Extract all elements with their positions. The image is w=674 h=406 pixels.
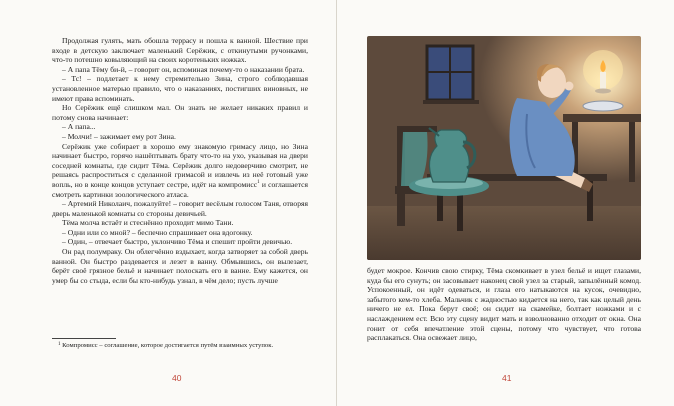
footnote xyxy=(52,342,308,351)
basin xyxy=(583,101,623,111)
paragraph: Но Серёжик ещё слишком мал. Он знать не желает никаких правил и потому снова начинает: xyxy=(52,103,308,122)
paragraph: Он рад полумраку. Он облегчённо вздыхает, когда затворяет за собой дверь ванной. Он быстро раздевается и лезет в ванну. Обмывшись, он вылезает, берёт своё грязное бельё и начинает полоскать его в ванне. Ему кажется, он умер бы со стыда, если бы кто-нибудь узнал, в чём дело; пусть лучше xyxy=(52,247,308,285)
right-page-text xyxy=(367,266,641,343)
footnote-mark: 1 xyxy=(58,342,61,347)
paragraph: Продолжая гулять, мать обошла террасу и пошла к ванной. Шествие при входе в детскую заключает маленький Серёжик, с откинутыми ручонками, что-то потешно ковыляющий на своих коротеньких ножках. xyxy=(52,36,308,65)
paragraph xyxy=(52,142,308,200)
paragraph-text: Серёжик уже собирает в хорошо ему знакомую гримасу лицо, но Зина начинает быстро, горячо нашёптывать брату что-то на ухо, указывая на двери соседней комнаты, где сидит Тёма. Серёжик долго недоверчиво смотрит, не решаясь распроститься с сделанной гримасой и извлечь из неё готовый уже вопль, но в конце концов уступает сестре, идёт на компромисс xyxy=(52,141,308,189)
paragraph: будет мокрое. Кончив свою стирку, Тёма скомкивает в узел бельё и ищет глазами, куда бы его сунуть; он засовывает наконец свой узел за старый, запылённый комод. Успокоенный, он идёт одеваться, и глаза его натыкаются на кусок, очевидно, забытого кем-то хлеба. Мальчик с жадностью кидается на него, так как целый день ничего не ел. Пока берут своё; он сидит на скамейке, болтает ножками и с наслаждением ест. Всю эту сцену видит мать и взволнованно отходит от окна. Она гонит от себя впечатление этой сцены, потому что чувствует, что готова расплакаться. Она освежает лицо, xyxy=(367,266,641,343)
paragraph: – Артемий Николаич, пожалуйте! – говорит весёлым голосом Таня, отворяя дверь маленькой комнаты со стороны девичьей. xyxy=(52,199,308,218)
floor xyxy=(367,206,641,260)
paragraph: – А папа Тёму би-й, – говорит он, вспоминая почему-то о наказании брата. xyxy=(62,64,305,74)
footnote-rule xyxy=(52,338,116,339)
left-page-text xyxy=(52,36,308,285)
illustration xyxy=(367,36,641,260)
paragraph-text: и соглашается смотреть картинки зоологического атласа. xyxy=(52,179,308,199)
page-number: 40 xyxy=(172,373,182,383)
paragraph: – Одни или со мной? – беспечно спрашивает она вдогонку. xyxy=(62,227,253,237)
right-page xyxy=(337,0,674,406)
paragraph: Тёма молча встаёт и стеснённо проходит мимо Тани. xyxy=(62,218,234,228)
paragraph: – Один, – отвечает быстро, уклончиво Тёма и спешит пройти девичью. xyxy=(62,237,293,247)
page-number: 41 xyxy=(502,373,512,383)
paragraph: – А папа... xyxy=(62,122,96,132)
window xyxy=(423,46,479,104)
footnote-mark: 1 xyxy=(257,179,260,185)
paragraph: – Молчи! – зажимает ему рот Зина. xyxy=(62,131,176,141)
footnote-text: Компромисс – соглашение, которое достигается путём взаимных уступок. xyxy=(62,342,274,349)
paragraph: – Тс! – подлетает к нему стремительно Зина, строго соблюдавшая установленное матерью правило, что о наказаниях, постигших виновных, не имеют права вспоминать. xyxy=(52,74,308,103)
